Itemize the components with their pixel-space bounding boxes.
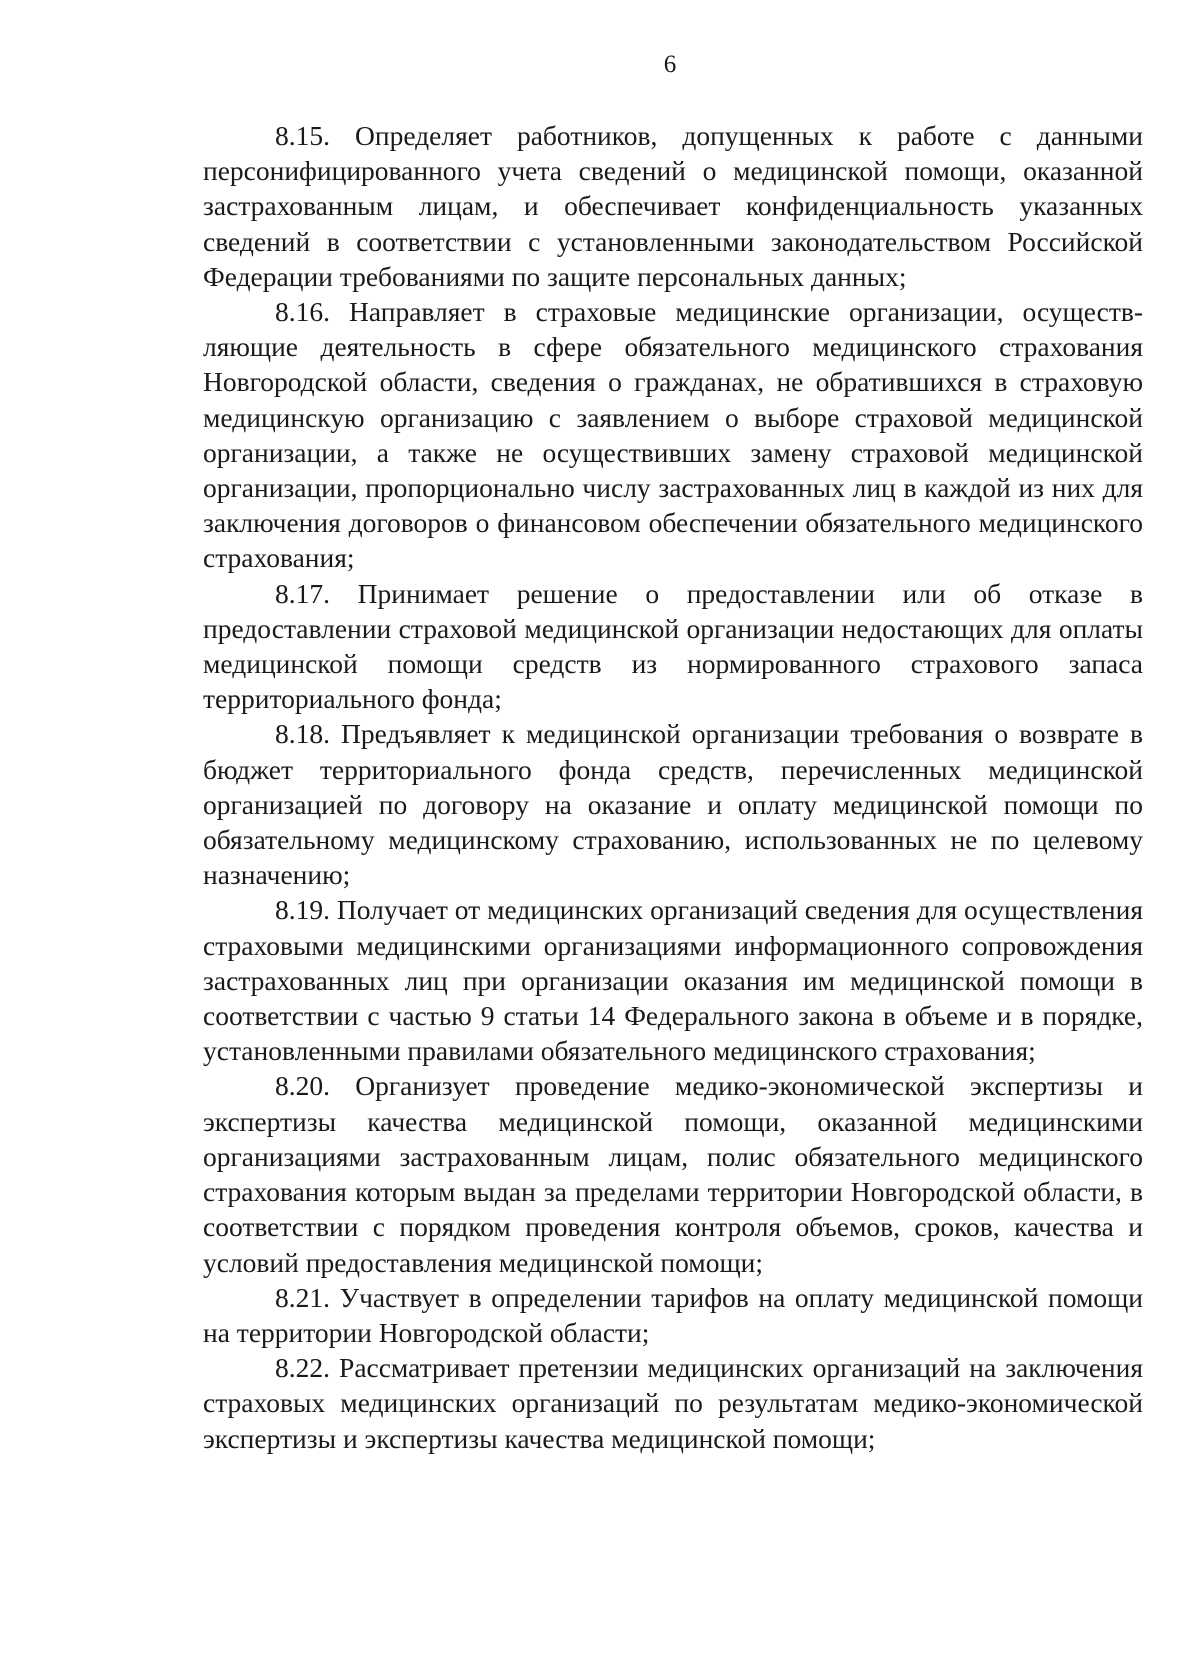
paragraph-8-17: 8.17. Принимает решение о предоставлении или об отказе в предоставлении страховой медицинской организации недостающих для оплаты медицинской помощи средств из нормированного страхового запаса территориального фонда;: [203, 577, 1143, 715]
paragraph-8-16: 8.16. Направляет в страховые медицинские организации, осуществляющие деятельность в сфере обязательного медицинского страхования Новгородской области, сведения о гражданах, не обратившихся в страховую медицинскую организацию с заявлением о выборе страховой медицинской организации, а также не осуществивших замену страховой медицинской организации, пропорционально числу застрахованных лиц в каждой из них для заключения договоров о финансовом обеспечении обязательного медицинского страхования;: [203, 296, 1143, 574]
page-number: 6: [663, 51, 677, 78]
paragraph-8-20: 8.20. Организует проведение медико-экономической экспертизы и экспертизы качества медицинской помощи, оказанной медицинскими организациями застрахованным лицам, полис обязательного медицинского страхования которым выдан за пределами территории Новгородской области, в соответствии с порядком проведения контроля объемов, сроков, качества и условий предоставления медицинской помощи;: [203, 1070, 1143, 1278]
document-body: [203, 118, 1143, 1456]
paragraph-8-19: 8.19. Получает от медицинских организаций сведения для осуществления страховыми медицинскими организациями информационного сопровождения застрахованных лиц при организации оказания им медицинской помощи в соответствии с частью 9 статьи 14 Федерального закона в объеме и в порядке, установленными правилами обязательного медицинского страхования;: [203, 894, 1143, 1067]
paragraph-8-15: 8.15. Определяет работников, допущенных к работе с данными персонифицированного учета сведений о медицинской помощи, оказанной застрахованным лицам, и обеспечивает конфиденциальность указанных сведений в соответствии с установленными законодательством Российской Федерации требованиями по защите персональных данных;: [203, 120, 1143, 292]
paragraph-8-21: 8.21. Участвует в определении тарифов на оплату медицинской помощи на территории Новгородской области;: [203, 1281, 1143, 1348]
paragraph-8-22: 8.22. Рассматривает претензии медицинских организаций на заключения страховых медицинских организаций по результатам медико-экономической экспертизы и экспертизы качества медицинской помощи;: [203, 1352, 1143, 1454]
paragraph-8-18: 8.18. Предъявляет к медицинской организации требования о возврате в бюджет территориального фонда средств, перечисленных медицинской организацией по договору на оказание и оплату медицинской помощи по обязательному медицинскому страхованию, использованных не по целевому назначению;: [203, 718, 1143, 891]
